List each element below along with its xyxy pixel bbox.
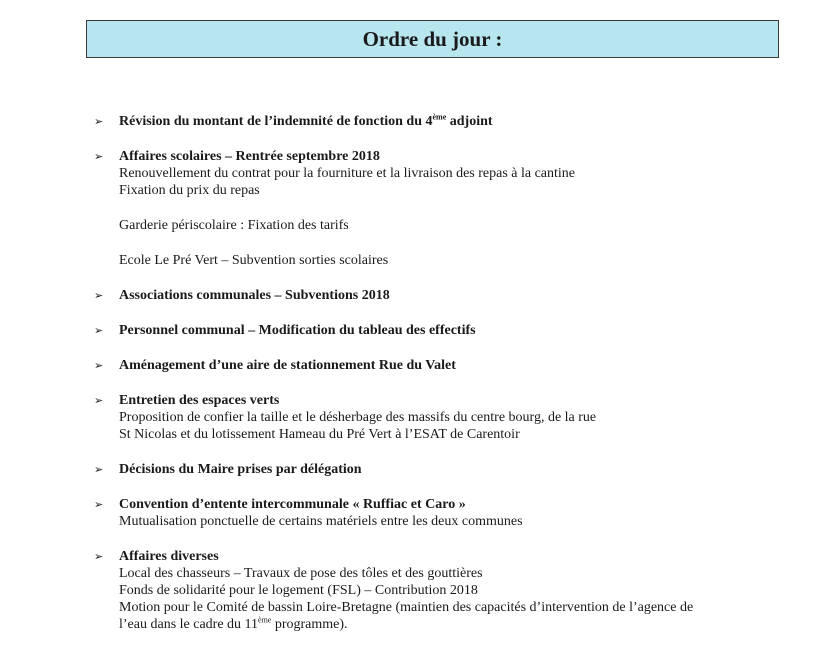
agenda-item-title: Affaires diverses (119, 549, 219, 564)
arrow-bullet-icon: ➢ (94, 463, 104, 476)
agenda-item-title: Aménagement d’une aire de stationnement Rue du Valet (119, 358, 456, 373)
agenda-item (94, 322, 774, 339)
agenda-item-line: Garderie périscolaire : Fixation des tarifs (119, 218, 349, 233)
agenda-title-box (86, 20, 779, 58)
agenda-item-line: l’eau dans le cadre du 11ème programme). (119, 615, 348, 632)
agenda-item (94, 461, 774, 478)
agenda-item-line: Fixation du prix du repas (119, 183, 260, 198)
agenda-item-line: Mutualisation ponctuelle de certains matériels entre les deux communes (119, 514, 523, 529)
arrow-bullet-icon: ➢ (94, 498, 104, 511)
agenda-item-line: Local des chasseurs – Travaux de pose des tôles et des gouttières (119, 566, 483, 581)
agenda-item (94, 548, 774, 633)
arrow-bullet-icon: ➢ (94, 115, 104, 128)
arrow-bullet-icon: ➢ (94, 289, 104, 302)
agenda-item (94, 357, 774, 374)
agenda-item (94, 392, 774, 443)
agenda-item-line: Proposition de confier la taille et le désherbage des massifs du centre bourg, de la rue (119, 410, 597, 425)
agenda-title: Ordre du jour : (362, 26, 503, 51)
arrow-bullet-icon: ➢ (94, 550, 104, 563)
agenda-item-line: Renouvellement du contrat pour la fourniture et la livraison des repas à la cantine (119, 166, 576, 181)
arrow-bullet-icon: ➢ (94, 359, 104, 372)
agenda-item-title: Entretien des espaces verts (119, 393, 280, 408)
agenda-item (94, 496, 774, 530)
agenda-item-line: Motion pour le Comité de bassin Loire-Bretagne (maintien des capacités d’intervention de l’agence de (119, 600, 694, 615)
agenda-item-title: Révision du montant de l’indemnité de fonction du 4ème adjoint (119, 112, 493, 129)
agenda-item-title: Décisions du Maire prises par délégation (119, 462, 362, 477)
agenda-item (94, 113, 774, 130)
agenda-item-line: Ecole Le Pré Vert – Subvention sorties scolaires (119, 253, 389, 268)
agenda-item-title: Affaires scolaires – Rentrée septembre 2018 (119, 149, 380, 164)
arrow-bullet-icon: ➢ (94, 324, 104, 337)
agenda-item-title: Associations communales – Subventions 2018 (119, 288, 390, 303)
agenda-list (94, 113, 774, 651)
arrow-bullet-icon: ➢ (94, 150, 104, 163)
agenda-item (94, 287, 774, 304)
agenda-item-title: Personnel communal – Modification du tableau des effectifs (119, 323, 476, 338)
agenda-item-line: Fonds de solidarité pour le logement (FSL) – Contribution 2018 (119, 583, 478, 598)
agenda-item-title: Convention d’entente intercommunale « Ruffiac et Caro » (119, 497, 466, 512)
arrow-bullet-icon: ➢ (94, 394, 104, 407)
agenda-item (94, 148, 774, 269)
agenda-item-line: St Nicolas et du lotissement Hameau du Pré Vert à l’ESAT de Carentoir (119, 427, 520, 442)
